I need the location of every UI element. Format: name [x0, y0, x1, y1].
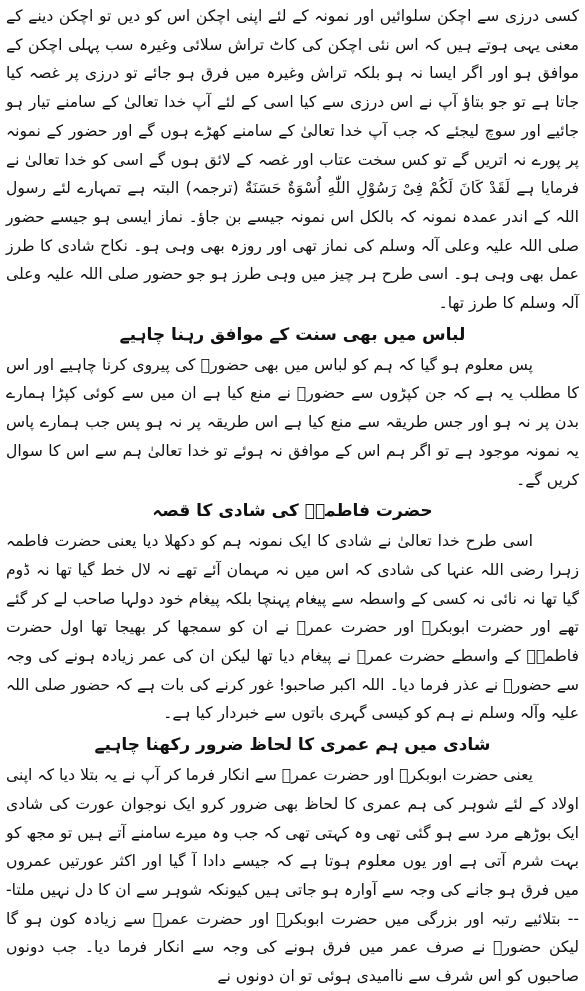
section-heading-clothing: لباس میں بھی سنت کے موافق رہنا چاہیے — [119, 324, 466, 345]
age-compatibility-paragraph: یعنی حضرت ابوبکرؓ اور حضرت عمرؓ سے انکار فرما کر آپ نے یہ بتلا دیا کہ اپنی اولاد کے لئے شوہر کی ہم عمری کا لحاظ بھی ضرور کرو ایک نوجوان عورت کی شادی ایک بوڑھے مرد سے ہو گئی تھی وہ کہتی تھی کہ جب وہ میرے سامنے آتے ہیں تو مجھ کو بہت شرم آتی ہے اور یوں معلوم ہوتا ہے کہ جیسے دادا آ گیا اور اکثر عورتیں عمروں میں فرق ہو جانے کی وجہ سے آوارہ ہو جاتی ہیں کیونکہ شوہر سے ان کا دل نہیں ملتا--- بتلائیے رتبہ اور بزرگی میں حضرت ابوبکرؓ اور حضرت عمرؓ سے زیادہ کون ہو گا لیکن حضورؐ نے صرف عمر میں فرق ہونے کی وجہ سے انکار فرما دیا۔ جب دونوں صاحبوں کو اس شرف سے ناامیدی ہوئی تو ان دونوں نے — [6, 766, 579, 986]
fatima-marriage-paragraph: اسی طرح خدا تعالیٰ نے شادی کا ایک نمونہ ہم کو دکھلا دیا یعنی حضرت فاطمہ زہرا رضی اللہ عنہا کی شادی کہ اس میں نہ مہمان آئے تھے نہ لال خط گیا تھا نہ ڈوم گیا تھا نہ نائی نہ کسی کے واسطہ سے پیغام پہنچا بلکہ پیغام خود دولہا صاحب لے کر گئے تھے اور حضرت ابوبکرؓ اور حضرت عمرؓ نے ان کو سمجھا کر بھیجا تھا اول حضرت فاطمہؓ کے واسطے حضرت عمرؓ نے پیغام دیا تھا لیکن ان کی عمر زیادہ ہونے کی وجہ سے حضورؐ نے عذر فرما دیا۔ اللہ اکبر صاحبو! غور کرنے کی بات ہے کہ حضور صلی اللہ علیہ وآلہ وسلم نے ہم کو کیسی گہری باتوں سے خبردار کیا ہے۔ — [6, 532, 579, 723]
section-heading-age-compatibility: شادی میں ہم عمری کا لحاظ ضرور رکھنا چاہیے — [94, 735, 491, 756]
clothing-paragraph: پس معلوم ہو گیا کہ ہم کو لباس میں بھی حضورؐ کی پیروی کرنا چاہیے اور اس کا مطلب یہ ہے کہ جن کپڑوں سے حضورؐ نے منع کیا ہے ان میں سے کوئی کپڑا ہمارے بدن پر نہ ہو اور جس طریقہ سے منع کیا ہے اس طریقہ پر نہ ہو پس جب ہمارے پاس یہ نمونہ موجود ہے تو اگر ہم اس کے موافق نہ ہوئے تو خدا تعالیٰ ہم سے اس کا سوال کریں گے۔ — [6, 355, 579, 489]
section-heading-fatima-marriage: حضرت فاطمہؓ کی شادی کا قصہ — [152, 501, 433, 522]
intro-paragraph: کسی درزی سے اچکن سلوائیں اور نمونہ کے لئے اپنی اچکن اس کو دیں تو اچکن دینے کے معنی یہی ہوتے ہیں کہ اس نئی اچکن کی کاٹ تراش سلائی وغیرہ سب پہلی اچکن کے موافق ہو اور اگر ایسا نہ ہو بلکہ تراش وغیرہ میں فرق ہو جائے تو درزی پر غصہ کیا جاتا ہے تو جو بتاؤ آپ نے اس درزی سے کیا اسی کے لئے آپ خدا تعالیٰ کے سامنے تیار ہو جائیے اور سوچ لیجئے کہ جب آپ خدا تعالیٰ کے سامنے کھڑے ہوں گے اور حضور کے نمونہ پر پورے نہ اتریں گے تو کس سخت عتاب اور غصہ کے لائق ہوں گے اسی کو خدا تعالیٰ نے فرمایا ہے لَقَدْ كَانَ لَكُمْ فِىْ رَسُوْلِ اللّٰهِ اُسْوَةٌ حَسَنَةٌ (ترجمہ) البتہ ہے تمہارے لئے رسول اللہ کے اندر عمدہ نمونہ کہ بالکل اس نمونہ جیسے بن جاؤ۔ نماز ایسی ہو جیسے حضور صلی اللہ علیہ وعلی آلہ وسلم کی نماز تھی اور روزہ بھی وہی ہو۔ نکاح شادی کا طرز عمل بھی وہی ہو۔ اسی طرح ہر چیز میں وہی طرز ہو جو حضور صلی اللہ علیہ وعلی آلہ وسلم کا طرز تھا۔ — [6, 7, 579, 313]
